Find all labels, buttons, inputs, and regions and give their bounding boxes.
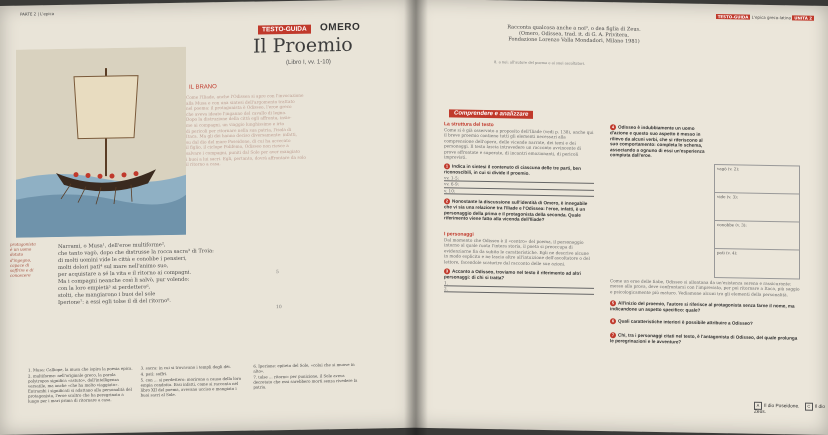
section-body: Come un eroe delle fiabe, Odisseo si allontana da un'esistenza serena e rassicurante: messo alla prova, deve confrontarsi con l'imprevisto, per poi ritornare a Itaca, più saggio e psicologicamente più maturo. Vediamone alcuni tra gli elementi della personalità. bbox=[610, 278, 800, 298]
intro-text bbox=[186, 92, 358, 168]
poem-line: per acquistare a sé la vita e il ritorno ai compagni. bbox=[58, 269, 192, 278]
verse-marker: 5 bbox=[276, 270, 279, 276]
question-5 bbox=[610, 300, 800, 315]
book-gutter bbox=[404, 0, 428, 435]
poem-line: con la loro empietà⁵ si perdettero⁶, bbox=[58, 284, 151, 292]
table-row[interactable]: patì (v. 4): bbox=[717, 250, 738, 256]
answer-line[interactable]: vv. 1-5: bbox=[444, 175, 594, 184]
testo-guida-label: TESTO-GUIDA bbox=[258, 25, 311, 35]
running-head-right bbox=[716, 14, 814, 21]
intro-line: Come l'Iliade, anche l'Odissea si apre con l'invocazione bbox=[186, 92, 304, 100]
intro-line: salvare i compagni, puniti dal Sole per aver mangiato bbox=[186, 148, 300, 156]
intro-line: che aveva ideato l'inganno del cavallo di legno. bbox=[186, 109, 287, 117]
choice-c-label: Il dio Zeus. bbox=[754, 404, 825, 415]
source-line: Racconta qualcosa anche a noi⁹, o dea figlia di Zeus. bbox=[507, 24, 641, 33]
question-number-icon: 7 bbox=[611, 332, 615, 338]
intro-line: Itaca. Ma gli dèi hanno deciso diversamente: infatti, bbox=[186, 131, 297, 139]
poem-line: Iperione⁷: a essi egli tolse il dì del ritorno⁸. bbox=[58, 298, 171, 306]
poem-line: Ma i compagni neanche così li salvò, pur volendo: bbox=[58, 276, 190, 285]
gloss-line: dotato bbox=[10, 252, 23, 258]
choice-c-checkbox[interactable]: C bbox=[805, 403, 813, 411]
multiple-choice-answers bbox=[754, 402, 828, 416]
question-number-icon: 5 bbox=[611, 300, 615, 306]
question-text: Quali caratteristiche interiori è possibile attribuire a Odisseo? bbox=[618, 318, 753, 326]
intro-line: alla Musa e con una sintesi dell'argomento trattato bbox=[186, 98, 295, 106]
section-title: I personaggi bbox=[444, 231, 474, 238]
right-page bbox=[414, 0, 828, 435]
section-title: La struttura del testo bbox=[444, 121, 494, 129]
footnote: 1. Musa: Calliope, la musa che ispira la poesia epica. bbox=[28, 365, 133, 373]
source-line: Fondazione Lorenzo Valla Mondadori, Milano 1981) bbox=[508, 36, 640, 46]
intro-line: su dal dio del mare Poseidone, di cui ha accecato bbox=[186, 137, 291, 145]
question-2 bbox=[444, 199, 594, 224]
question-7 bbox=[610, 332, 800, 347]
gloss-line: d'ingegno, bbox=[10, 257, 32, 263]
question-4 bbox=[610, 124, 710, 160]
footnote: 5. con ... si perdettero: morirono a causa della loro empia condotta. Essi infatti, come si racconta nel libro XII del poema, avevano ucciso e mangiato i buoi sacri al Sole. bbox=[140, 375, 242, 398]
intro-line: di pericoli per ritornare nella sua patria, l'isola di bbox=[186, 126, 292, 134]
intro-line: il figlio, il ciclope Polifemo, Odisseo non riesce a bbox=[186, 143, 289, 151]
analysis-column-right-lower bbox=[610, 278, 800, 347]
poem-line: molti dolori patì⁴ sul mare nell'animo suo, bbox=[58, 263, 169, 271]
table-row[interactable]: vide (v. 3): bbox=[715, 193, 799, 222]
answer-line[interactable]: 1. bbox=[444, 280, 594, 289]
question-text: All'inizio del proemio, l'autore si riferisce al protagonista senza farne il nome, ma indicandone un aspetto specifico: quale? bbox=[610, 300, 795, 313]
question-number-icon: 2 bbox=[445, 198, 449, 204]
verse-marker: 10 bbox=[276, 305, 282, 311]
question-number-icon: 1 bbox=[445, 163, 449, 169]
author-name: OMERO bbox=[320, 21, 361, 34]
question-number-icon: 6 bbox=[611, 318, 615, 324]
footnote: 3. sacra: in cui si trovavano i templi degli dèi. bbox=[140, 363, 231, 371]
brano-label: IL BRANO bbox=[189, 84, 217, 91]
gloss-line: soffrire e di bbox=[10, 267, 34, 273]
footnote: 7. tolse ... ritorno: per punizione, il Sole aveva decretato che essi sarebbero morti senza rivedere la patria. bbox=[253, 372, 358, 390]
question-6 bbox=[610, 318, 800, 327]
poem-text bbox=[58, 240, 288, 307]
question-number-icon: 4 bbox=[611, 124, 615, 130]
ship-illustration bbox=[16, 47, 186, 238]
footnote-8: 8. a noi: all'autore del poema e ai suoi ascoltatori. bbox=[494, 60, 586, 66]
running-head: PARTE 2 | L'epica bbox=[20, 11, 55, 17]
gloss-line: è un uomo bbox=[10, 246, 32, 253]
poem-line: di molti uomini vide le città e conobbe i pensieri, bbox=[58, 255, 187, 264]
footnote: 6. Iperione: epiteto del Sole, «colui che si muove in alto». bbox=[253, 361, 355, 374]
question-text: Accanto a Odisseo, troviamo nel testo il riferimento ad altri personaggi: di chi si tratta? bbox=[444, 268, 581, 281]
question-text: Nonostante la discussione sull'identità di Omero, è innegabile che vi sia una relazione tra l'Iliade e l'Odissea: l'eroe, infatti, è un personaggio della prima e il protagonista della seconda. Quale riferimento viene fatto alla vicenda dell'Iliade? bbox=[444, 198, 588, 223]
footnote: 2. multiforme: nell'originale greco, la parola polytropos significa «astuto», dall'intelligenza versatile, ma anche «che ha molto viaggiato». Entrambi i significati si adattano alla personalità del protagonista, l'eroe scaltro che ha peregrinato a lungo per i mari prima di ritornare a casa. bbox=[28, 371, 132, 404]
table-row[interactable]: vagò (v. 2): bbox=[715, 165, 799, 194]
source-line: (Omero, Odissea, trad. it. di G. A. Privitera, bbox=[519, 30, 629, 39]
question-number-icon: 3 bbox=[445, 268, 449, 274]
comprendere-banner: Comprendere e analizzare bbox=[449, 109, 533, 118]
question-text: Chi, tra i personaggi citati nel testo, è l'antagonista di Odisseo, del quale prolunga le peregrinazioni e le avventure? bbox=[610, 332, 798, 345]
margin-gloss bbox=[10, 241, 54, 278]
section-body: Come si è già osservato a proposito dell'Iliade (vedi p. 138), anche qui il breve proemio contiene tutti gli elementi necessari alla comprensione dell'opera, delle vicende narrate, dei temi e dei personaggi. Il testo lascia intravedere un racconto avvincente di prove affrontate e superate, di incontri emozionanti, di pericoli imprevisti. bbox=[444, 127, 594, 160]
answer-line[interactable]: vv. 6-9: bbox=[444, 182, 594, 191]
analysis-column-right bbox=[610, 124, 710, 160]
poem-line: stolti, che mangiarono i buoi del sole bbox=[58, 291, 156, 299]
section-body: Dal momento che Odisseo è il «centro» del poema, il personaggio intorno al quale ruota l'intera storia, il poeta si preoccupa di evidenziarne fin da subito le caratteristiche. Egli ne descrive alcune in modo esplicito e ne lascia altre all'intuizione dell'ascoltatore o del lettore, facendole scaturire dal racconto delle sue azioni. bbox=[444, 237, 590, 267]
footnotes bbox=[28, 362, 358, 404]
analysis-column-left bbox=[444, 121, 594, 295]
intro-line: i buoi a lui sacri. Egli, pertanto, dovrà affrontare da solo bbox=[186, 154, 306, 162]
running-head-unit: UNITÀ 2 bbox=[794, 15, 812, 21]
poem-source bbox=[464, 24, 684, 46]
intro-line: Dopo la distruzione della città egli affronta, insie- bbox=[186, 115, 292, 123]
gloss-line: capace di bbox=[10, 262, 30, 268]
verb-table bbox=[714, 164, 800, 280]
page-title: Il Proemio bbox=[253, 33, 353, 58]
page-subtitle: (Libro I, vv. 1-10) bbox=[286, 59, 331, 67]
question-text: Odisseo è indubbiamente un uomo d'azione e questo suo aspetto è messo in rilievo da alcuni verbi, che si riferiscono al suo comportamento: completa lo schema, associando a ognuno di essi un'esperienza compiuta dall'eroe. bbox=[610, 124, 705, 159]
running-head-label: TESTO-GUIDA bbox=[717, 14, 749, 20]
gloss-line: protagonista bbox=[10, 241, 36, 247]
poem-line: Narrami, o Musa¹, dell'eroe multiforme², bbox=[58, 242, 166, 250]
answer-line[interactable]: 2. bbox=[444, 286, 594, 295]
footnote: 4. patì: soffrì. bbox=[140, 371, 168, 377]
table-row[interactable]: conobbe (v. 3): bbox=[715, 221, 799, 250]
choice-a-label: Il dio Poseidone. bbox=[764, 403, 800, 410]
intro-line: me ai compagni, un viaggio lunghissimo e irto bbox=[186, 121, 285, 128]
gloss-line: conoscere bbox=[10, 272, 31, 279]
running-head-text: L'epica greco-latina bbox=[751, 14, 791, 21]
intro-line: il ritorno a casa. bbox=[186, 161, 221, 167]
poem-line: che tanto vagò, dopo che distrusse la rocca sacra³ di Troia: bbox=[58, 248, 214, 257]
answer-line[interactable]: v. 10: bbox=[444, 188, 594, 197]
question-text: Indica in sintesi il contenuto di ciascuna delle tre parti, ben riconoscibili, in cui si divide il proemio. bbox=[444, 164, 581, 177]
intro-line: nel poema: il protagonista è Odisseo, l'eroe greco bbox=[186, 104, 292, 111]
choice-a-checkbox[interactable]: A bbox=[754, 402, 762, 410]
